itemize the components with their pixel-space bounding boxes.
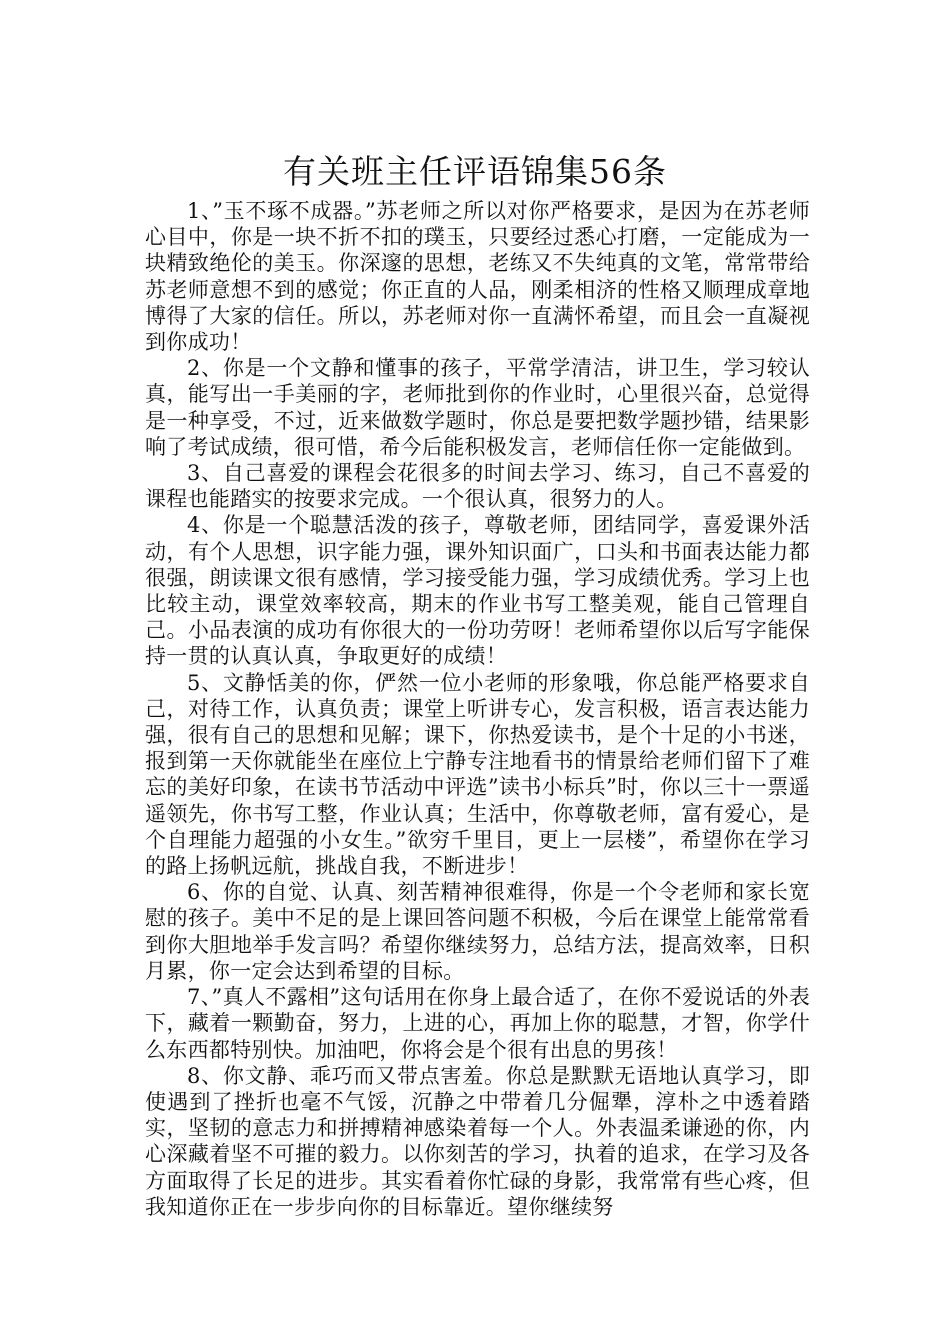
comment-paragraph-2: 2、你是一个文静和懂事的孩子，平常学清洁，讲卫生，学习较认真，能写出一手美丽的字，老师批到你的作业时，心里很兴奋，总觉得是一种享受，不过，近来做数学题时，你总是要把数学题抄错，结果影响了考试成绩，很可惜，希今后能积极发言，老师信任你一定能做到。 <box>145 356 810 459</box>
comment-paragraph-3: 3、自己喜爱的课程会花很多的时间去学习、练习，自己不喜爱的课程也能踏实的按要求完成。一个很认真，很努力的人。 <box>145 461 810 512</box>
comment-paragraph-5: 5、文静恬美的你，俨然一位小老师的形象哦，你总能严格要求自己，对待工作，认真负责；课堂上听讲专心，发言积极，语言表达能力强，很有自己的思想和见解；课下，你热爱读书，是个十足的小书迷，报到第一天你就能坐在座位上宁静专注地看书的情景给老师们留下了难忘的美好印象，在读书节活动中评选”读书小标兵”时，你以三十一票遥遥领先，你书写工整，作业认真；生活中，你尊敬老师，富有爱心，是个自理能力超强的小女生。”欲穷千里目，更上一层楼”，希望你在学习的路上扬帆远航，挑战自我，不断进步！ <box>145 670 810 879</box>
comment-paragraph-8: 8、你文静、乖巧而又带点害羞。你总是默默无语地认真学习，即使遇到了挫折也毫不气馁，沉静之中带着几分倔犟，淳朴之中透着踏实，坚韧的意志力和拼搏精神感染着每一个人。外表温柔谦逊的你，内心深藏着坚不可摧的毅力。以你刻苦的学习，执着的追求，在学习及各方面取得了长足的进步。其实看着你忙碌的身影，我常常有些心疼，但我知道你正在一步步向你的目标靠近。望你继续努 <box>145 1063 810 1219</box>
comment-paragraph-4: 4、你是一个聪慧活泼的孩子，尊敬老师，团结同学，喜爱课外活动，有个人思想，识字能力强，课外知识面广，口头和书面表达能力都很强，朗读课文很有感情，学习接受能力强，学习成绩优秀。学习上也比较主动，课堂效率较高，期末的作业书写工整美观，能自己管理自己。小品表演的成功有你很大的一份功劳呀！老师希望你以后写字能保持一贯的认真认真，争取更好的成绩！ <box>145 513 810 669</box>
comment-paragraph-7: 7、”真人不露相”这句话用在你身上最合适了，在你不爱说话的外表下，藏着一颗勤奋，努力，上进的心，再加上你的聪慧，才智，你学什么东西都特别快。加油吧，你将会是个很有出息的男孩！ <box>145 985 810 1062</box>
document-title: 有关班主任评语锦集56条 <box>283 152 667 192</box>
comment-paragraph-1: 1、”玉不琢不成器。”苏老师之所以对你严格要求，是因为在苏老师心目中，你是一块不折不扣的璞玉，只要经过悉心打磨，一定能成为一块精致绝伦的美玉。你深邃的思想，老练又不失纯真的文笔，常常带给苏老师意想不到的感觉；你正直的人品，刚柔相济的性格又顺理成章地博得了大家的信任。所以，苏老师对你一直满怀希望，而且会一直凝视到你成功！ <box>145 199 810 355</box>
comment-paragraph-6: 6、你的自觉、认真、刻苦精神很难得，你是一个令老师和家长宽慰的孩子。美中不足的是上课回答问题不积极，今后在课堂上能常常看到你大胆地举手发言吗？希望你继续努力，总结方法，提高效率，日积月累，你一定会达到希望的目标。 <box>145 880 810 983</box>
document-body <box>145 198 810 1220</box>
